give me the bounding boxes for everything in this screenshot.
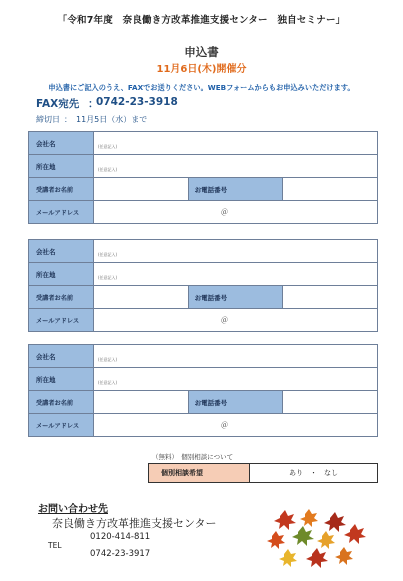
tel-label: TEL — [48, 541, 62, 550]
contact-organization: 奈良働き方改革推進支援センター — [52, 517, 217, 530]
email-field[interactable] — [94, 201, 378, 224]
phone-label: お電話番号 — [188, 286, 283, 309]
autumn-leaves-icon — [260, 508, 380, 572]
deadline-line — [36, 114, 148, 125]
optional-note: (任意記入) — [98, 380, 118, 385]
application-form-2 — [28, 239, 378, 332]
company-field[interactable] — [94, 240, 378, 263]
address-label: 所在地 — [29, 155, 94, 178]
fax-colon: ： — [88, 98, 99, 110]
company-label: 会社名 — [29, 345, 94, 368]
attendee-field[interactable] — [94, 391, 189, 414]
email-label: メールアドレス — [29, 201, 94, 224]
fax-label: FAX宛先 — [36, 98, 80, 110]
optional-note: (任意記入) — [98, 167, 118, 172]
attendee-label: 受講者お名前 — [29, 178, 94, 201]
phone-label: お電話番号 — [188, 178, 283, 201]
optional-note: (任意記入) — [98, 144, 118, 149]
consultation-header: （無料） 個別相談について — [152, 453, 234, 461]
address-field[interactable] — [94, 155, 378, 178]
consultation-label: 個別相談希望 — [149, 464, 250, 483]
email-label: メールアドレス — [29, 414, 94, 437]
optional-note: (任意記入) — [98, 252, 118, 257]
email-label: メールアドレス — [29, 309, 94, 332]
fax-number: 0742-23-3918 — [96, 96, 178, 108]
deadline-label: 締切日 — [36, 115, 60, 124]
contact-heading: お問い合わせ先 — [38, 504, 108, 515]
phone-label: お電話番号 — [188, 391, 283, 414]
fax-line — [36, 96, 178, 111]
attendee-label: 受講者お名前 — [29, 286, 94, 309]
attendee-label: 受講者お名前 — [29, 391, 94, 414]
application-form-1 — [28, 131, 378, 224]
phone-field[interactable] — [283, 286, 378, 309]
deadline-colon: ： — [64, 115, 72, 124]
address-label: 所在地 — [29, 263, 94, 286]
phone-field[interactable] — [283, 178, 378, 201]
address-field[interactable] — [94, 368, 378, 391]
optional-note: (任意記入) — [98, 357, 118, 362]
phone-field[interactable] — [283, 391, 378, 414]
intro-text: 申込書にご記入のうえ、FAXでお送りください。WEBフォームからもお申込みいただけます。 — [48, 83, 355, 92]
email-field[interactable] — [94, 414, 378, 437]
event-date: 11月6日(木)開催分 — [156, 64, 247, 75]
deadline-value: 11月5日（水）まで — [76, 115, 148, 124]
company-field[interactable] — [94, 345, 378, 368]
email-field[interactable] — [94, 309, 378, 332]
address-field[interactable] — [94, 263, 378, 286]
optional-note: (任意記入) — [98, 275, 118, 280]
address-label: 所在地 — [29, 368, 94, 391]
at-sign: ＠ — [221, 421, 228, 429]
consultation-table — [148, 463, 378, 483]
application-title: 申込書 — [184, 45, 219, 59]
company-label: 会社名 — [29, 240, 94, 263]
page-title: 「令和7年度 奈良働き方改革推進支援センター 独自セミナー」 — [57, 15, 346, 26]
application-form-3 — [28, 344, 378, 437]
company-field[interactable] — [94, 132, 378, 155]
attendee-field[interactable] — [94, 286, 189, 309]
attendee-field[interactable] — [94, 178, 189, 201]
tel-number-2: 0742-23-3917 — [90, 549, 151, 559]
at-sign: ＠ — [221, 208, 228, 216]
at-sign: ＠ — [221, 316, 228, 324]
consultation-choice[interactable]: あり ・ なし — [250, 464, 378, 483]
tel-number-1: 0120-414-811 — [90, 532, 151, 542]
company-label: 会社名 — [29, 132, 94, 155]
